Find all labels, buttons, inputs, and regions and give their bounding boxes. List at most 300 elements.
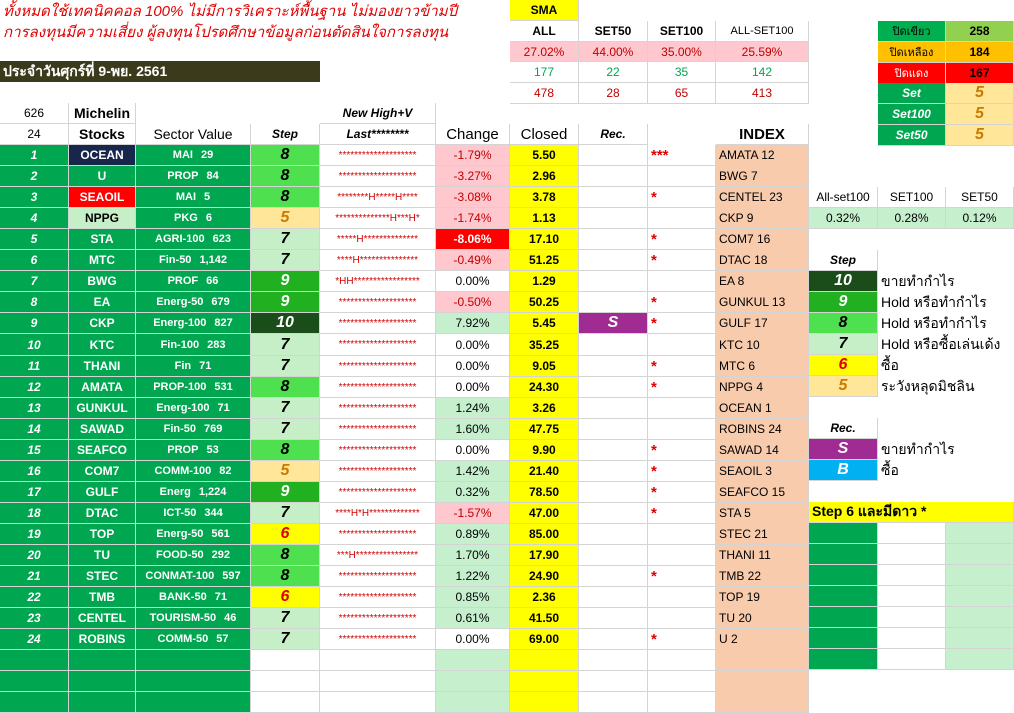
star-marker: *	[648, 313, 716, 334]
index-item: GULF 17	[716, 313, 809, 334]
sector-value	[136, 145, 251, 166]
sector-name: Energ-100	[156, 402, 210, 414]
star-marker	[648, 419, 716, 440]
change-value: 0.00%	[436, 334, 510, 356]
step-value: 7	[251, 503, 320, 524]
change-value: 0.00%	[436, 440, 510, 461]
star-marker: *	[648, 250, 716, 271]
header-change: Change	[436, 124, 510, 145]
change-value: 1.60%	[436, 419, 510, 440]
set-step-value: 5	[946, 125, 1014, 146]
change-value: -8.06%	[436, 229, 510, 250]
set-step-label: Set100	[878, 104, 946, 125]
empty-cell	[716, 671, 809, 692]
empty-cell	[716, 692, 809, 713]
sector-name: Energ	[159, 486, 191, 498]
closed-price: 9.05	[510, 356, 579, 377]
index-item: AMATA 12	[716, 145, 809, 166]
star-marker	[648, 608, 716, 629]
stock-symbol[interactable]: COM7	[69, 461, 136, 482]
close-stat-value: 258	[946, 21, 1014, 42]
rec-value	[579, 608, 648, 629]
change-value: -1.74%	[436, 208, 510, 229]
sector-value	[136, 271, 251, 292]
step-value: 8	[251, 377, 320, 398]
empty-cell	[579, 671, 648, 692]
sector-value	[136, 524, 251, 545]
empty-cell	[69, 692, 136, 713]
step-legend-value: 9	[809, 292, 878, 313]
last-pattern: ********************	[320, 334, 436, 356]
stock-symbol[interactable]: TMB	[69, 587, 136, 608]
last-pattern: ********************	[320, 524, 436, 545]
header-step: Step	[251, 124, 320, 145]
rec-legend-code: S	[809, 439, 878, 460]
step-value: 8	[251, 545, 320, 566]
sector-name: PKG	[174, 212, 198, 224]
empty-cell	[320, 692, 436, 713]
set-change-header: All-set100	[809, 187, 878, 208]
empty-cell	[510, 692, 579, 713]
change-value: 0.00%	[436, 629, 510, 650]
closed-price: 9.90	[510, 440, 579, 461]
sector-value	[136, 377, 251, 398]
sector-value	[136, 334, 251, 356]
stock-symbol[interactable]: DTAC	[69, 503, 136, 524]
last-pattern: **************H***H*	[320, 208, 436, 229]
row-number: 16	[0, 461, 69, 482]
index-item: TMB 22	[716, 566, 809, 587]
stock-symbol[interactable]: THANI	[69, 356, 136, 377]
empty-cell	[136, 671, 251, 692]
legend-fill-cell	[946, 628, 1014, 649]
step6-note: Step 6 และมีดาว *	[809, 502, 1014, 523]
row-number: 20	[0, 545, 69, 566]
change-value: -0.50%	[436, 292, 510, 313]
change-value: 0.32%	[436, 482, 510, 503]
legend-fill-cell	[878, 523, 946, 544]
change-value: -0.49%	[436, 250, 510, 271]
stock-symbol[interactable]: TU	[69, 545, 136, 566]
step-legend-text: Hold หรือทำกำไร	[881, 314, 987, 331]
change-value: 0.00%	[436, 377, 510, 398]
row-number: 11	[0, 356, 69, 377]
legend-fill-cell	[946, 565, 1014, 586]
closed-price: 2.96	[510, 166, 579, 187]
value-amount: 71	[199, 360, 212, 372]
sector-name: PROP	[167, 170, 199, 182]
legend-fill-cell	[878, 544, 946, 565]
index-item: TOP 19	[716, 587, 809, 608]
sma-down: 413	[716, 83, 809, 104]
sector-name: PROF	[167, 275, 199, 287]
sma-col-header: SET100	[648, 21, 716, 42]
sma-pct: 44.00%	[579, 42, 648, 62]
legend-fill-cell	[878, 565, 946, 586]
index-item: MTC 6	[716, 356, 809, 377]
last-pattern: ********************	[320, 398, 436, 419]
stock-symbol[interactable]: EA	[69, 292, 136, 313]
step-value: 10	[251, 313, 320, 334]
stock-symbol[interactable]: OCEAN	[69, 145, 136, 166]
row-number: 9	[0, 313, 69, 334]
value-amount: 71	[217, 402, 230, 414]
legend-fill-cell	[809, 523, 878, 544]
star-marker	[648, 166, 716, 187]
stock-symbol[interactable]: STEC	[69, 566, 136, 587]
empty-cell	[136, 692, 251, 713]
header-closed: Closed	[510, 124, 579, 145]
row-number: 24	[0, 629, 69, 650]
closed-price: 17.10	[510, 229, 579, 250]
stock-symbol[interactable]: SEAOIL	[69, 187, 136, 208]
sector-value	[136, 398, 251, 419]
last-pattern: ********************	[320, 629, 436, 650]
sma-col-header: SET50	[579, 21, 648, 42]
rec-value	[579, 377, 648, 398]
step-value: 6	[251, 587, 320, 608]
disclaimer-line-1: ทั้งหมดใช้เทคนิคคอล 100% ไม่มีการวิเคราะห์พื้นฐาน ไม่มองยาวข้ามปี	[3, 2, 458, 20]
rec-value: S	[579, 313, 648, 334]
empty-cell	[510, 671, 579, 692]
sma-col-header: ALL	[510, 21, 579, 42]
sector-value	[136, 166, 251, 187]
index-item: KTC 10	[716, 334, 809, 356]
closed-price: 24.30	[510, 377, 579, 398]
row-number: 19	[0, 524, 69, 545]
value-amount: 292	[211, 549, 231, 561]
sector-value	[136, 461, 251, 482]
legend-fill-cell	[946, 607, 1014, 628]
sector-name: Fin-50	[159, 254, 192, 266]
stock-symbol[interactable]: NPPG	[69, 208, 136, 229]
index-item: STA 5	[716, 503, 809, 524]
change-value: 1.24%	[436, 398, 510, 419]
row-number: 7	[0, 271, 69, 292]
sector-name: Fin-100	[160, 338, 200, 351]
value-amount: 769	[204, 423, 223, 435]
sector-name: MAI	[172, 149, 193, 161]
step-legend-value: 7	[809, 334, 878, 355]
change-value: 0.89%	[436, 524, 510, 545]
index-item: THANI 11	[716, 545, 809, 566]
legend-fill-cell	[878, 586, 946, 607]
sector-name: PROP-100	[153, 381, 207, 393]
value-amount: 561	[211, 528, 230, 540]
star-marker	[648, 208, 716, 229]
legend-fill-cell	[809, 565, 878, 586]
change-value: -1.57%	[436, 503, 510, 524]
sma-down: 65	[648, 83, 716, 104]
empty-cell	[648, 692, 716, 713]
rec-value	[579, 292, 648, 313]
index-item: SEAFCO 15	[716, 482, 809, 503]
change-value: 0.00%	[436, 356, 510, 377]
step-value: 9	[251, 271, 320, 292]
stock-symbol[interactable]: AMATA	[69, 377, 136, 398]
rec-value	[579, 503, 648, 524]
change-value: 0.00%	[436, 271, 510, 292]
row-number: 2	[0, 166, 69, 187]
value-amount: 84	[206, 170, 219, 182]
step-value: 9	[251, 482, 320, 503]
stock-symbol[interactable]: STA	[69, 229, 136, 250]
change-value: 0.85%	[436, 587, 510, 608]
step-value: 6	[251, 524, 320, 545]
index-item: DTAC 18	[716, 250, 809, 271]
row-number: 12	[0, 377, 69, 398]
header-last: Last********	[320, 124, 436, 145]
star-marker	[648, 271, 716, 292]
step-value: 5	[251, 461, 320, 482]
sector-value	[136, 250, 251, 271]
value-amount: 623	[212, 233, 231, 245]
empty-cell	[648, 671, 716, 692]
sma-pct: 35.00%	[648, 42, 716, 62]
last-pattern: *****H**************	[320, 229, 436, 250]
value-amount: 6	[205, 212, 212, 224]
stock-symbol[interactable]: BWG	[69, 271, 136, 292]
legend-fill-cell	[946, 586, 1014, 607]
legend-fill-cell	[809, 649, 878, 670]
empty-cell	[579, 692, 648, 713]
header-rec: Rec.	[579, 124, 648, 145]
index-item: CKP 9	[716, 208, 809, 229]
rec-value	[579, 166, 648, 187]
legend-fill-cell	[946, 544, 1014, 565]
step-value: 7	[251, 419, 320, 440]
last-pattern: ********************	[320, 166, 436, 187]
stock-symbol[interactable]: CKP	[69, 313, 136, 334]
step-legend-value: 8	[809, 313, 878, 334]
index-item: SEAOIL 3	[716, 461, 809, 482]
step-value: 7	[251, 229, 320, 250]
step-legend-text: Hold หรือซื้อเล่นเด้ง	[881, 335, 1001, 352]
row-number: 18	[0, 503, 69, 524]
star-marker	[648, 334, 716, 356]
rec-legend-title: Rec.	[809, 418, 878, 439]
rec-legend-code: B	[809, 460, 878, 481]
stock-symbol[interactable]: GUNKUL	[69, 398, 136, 419]
last-pattern: *HH*****************	[320, 271, 436, 292]
index-item: COM7 16	[716, 229, 809, 250]
star-marker: *	[648, 377, 716, 398]
empty-cell	[579, 650, 648, 671]
star-marker	[648, 398, 716, 419]
row-number: 6	[0, 250, 69, 271]
sma-up: 142	[716, 62, 809, 83]
empty-cell	[436, 692, 510, 713]
step-value: 7	[251, 608, 320, 629]
value-amount: 827	[214, 317, 233, 329]
index-item: BWG 7	[716, 166, 809, 187]
closed-price: 5.45	[510, 313, 579, 334]
empty-cell	[320, 671, 436, 692]
sector-name: Energ-100	[153, 317, 207, 329]
sector-name: TOURISM-50	[149, 612, 217, 624]
stock-symbol[interactable]: U	[69, 166, 136, 187]
rec-value	[579, 334, 648, 356]
last-pattern: ********************	[320, 356, 436, 377]
legend-fill-cell	[878, 649, 946, 670]
set-change-value: 0.12%	[946, 208, 1014, 229]
empty-cell	[251, 671, 320, 692]
header-sector-value: Sector Value	[136, 124, 251, 145]
stock-symbol[interactable]: KTC	[69, 334, 136, 356]
change-value: 1.22%	[436, 566, 510, 587]
index-item: U 2	[716, 629, 809, 650]
value-amount: 57	[216, 633, 229, 645]
last-pattern: ********************	[320, 292, 436, 313]
step-value: 7	[251, 629, 320, 650]
closed-price: 1.29	[510, 271, 579, 292]
step-legend-text: ซื้อ	[881, 356, 899, 373]
stock-symbol[interactable]: MTC	[69, 250, 136, 271]
legend-fill-cell	[946, 523, 1014, 544]
sector-value	[136, 503, 251, 524]
sector-value	[136, 208, 251, 229]
change-value: 1.70%	[436, 545, 510, 566]
empty-cell	[0, 650, 69, 671]
legend-fill-cell	[946, 649, 1014, 670]
sma-down: 28	[579, 83, 648, 104]
stock-symbol[interactable]: ROBINS	[69, 629, 136, 650]
change-value: -1.79%	[436, 145, 510, 166]
rec-value	[579, 461, 648, 482]
sector-value	[136, 313, 251, 334]
empty-cell	[436, 650, 510, 671]
value-amount: 29	[200, 149, 214, 161]
sector-name: FOOD-50	[155, 549, 204, 561]
star-marker: *	[648, 440, 716, 461]
empty-cell	[0, 692, 69, 713]
row-number: 15	[0, 440, 69, 461]
step-legend-text: ขายทำกำไร	[881, 272, 955, 289]
last-pattern: ********************	[320, 461, 436, 482]
sector-name: AGRI-100	[155, 233, 205, 245]
value-amount: 679	[211, 296, 230, 308]
close-stat-value: 184	[946, 42, 1014, 63]
rec-value	[579, 419, 648, 440]
star-marker: *	[648, 187, 716, 208]
last-pattern: ********************	[320, 313, 436, 334]
step-value: 7	[251, 356, 320, 377]
legend-fill-cell	[809, 586, 878, 607]
row-number: 1	[0, 145, 69, 166]
closed-price: 21.40	[510, 461, 579, 482]
close-stat-label: ปิดแดง	[878, 63, 946, 84]
sma-up: 177	[510, 62, 579, 83]
sector-name: MAI	[175, 191, 197, 203]
closed-price: 3.78	[510, 187, 579, 208]
set-change-value: 0.28%	[878, 208, 946, 229]
count-stocks: 24	[0, 124, 69, 145]
sector-name: ICT-50	[163, 507, 197, 519]
value-amount: 46	[224, 612, 237, 624]
value-amount: 531	[214, 381, 233, 393]
closed-price: 2.36	[510, 587, 579, 608]
step-value: 8	[251, 566, 320, 587]
set-step-label: Set50	[878, 125, 946, 146]
sector-value	[136, 545, 251, 566]
last-pattern: ********************	[320, 419, 436, 440]
rec-value	[579, 566, 648, 587]
rec-value	[579, 208, 648, 229]
row-number: 5	[0, 229, 69, 250]
closed-price: 47.00	[510, 503, 579, 524]
stock-symbol[interactable]: SAWAD	[69, 419, 136, 440]
closed-price: 5.50	[510, 145, 579, 166]
row-number: 22	[0, 587, 69, 608]
row-number: 17	[0, 482, 69, 503]
legend-fill-cell	[809, 628, 878, 649]
change-value: 0.61%	[436, 608, 510, 629]
last-pattern: ***H****************	[320, 545, 436, 566]
step-value: 8	[251, 166, 320, 187]
closed-price: 78.50	[510, 482, 579, 503]
close-stat-label: ปิดเขียว	[878, 21, 946, 42]
header-new-high: New High+V	[320, 103, 436, 124]
index-item: ROBINS 24	[716, 419, 809, 440]
rec-value	[579, 398, 648, 419]
rec-value	[579, 356, 648, 377]
step-value: 9	[251, 292, 320, 313]
closed-price: 47.75	[510, 419, 579, 440]
close-stat-value: 167	[946, 63, 1014, 84]
step-legend-text: Hold หรือทำกำไร	[881, 293, 987, 310]
legend-fill-cell	[809, 607, 878, 628]
rec-value	[579, 482, 648, 503]
last-pattern: ********************	[320, 587, 436, 608]
rec-value	[579, 271, 648, 292]
set-change-header: SET50	[946, 187, 1014, 208]
step-value: 7	[251, 250, 320, 271]
sector-name: Energ-50	[156, 528, 204, 540]
rec-value	[579, 145, 648, 166]
date-label: ประจำวันศุกร์ที่ 9-พย. 2561	[0, 61, 320, 82]
value-amount: 597	[222, 570, 241, 582]
sector-value	[136, 629, 251, 650]
index-item: OCEAN 1	[716, 398, 809, 419]
star-marker: ***	[648, 145, 716, 166]
sma-up: 22	[579, 62, 648, 83]
sma-down: 478	[510, 83, 579, 104]
last-pattern: ********************	[320, 482, 436, 503]
star-marker: *	[648, 229, 716, 250]
close-stat-label: ปิดเหลือง	[878, 42, 946, 63]
empty-cell	[0, 671, 69, 692]
rec-legend-text: ซื้อ	[881, 461, 899, 478]
last-pattern: ****H***************	[320, 250, 436, 271]
empty-cell	[69, 671, 136, 692]
stock-symbol[interactable]: CENTEL	[69, 608, 136, 629]
stock-symbol[interactable]: TOP	[69, 524, 136, 545]
last-pattern: ****H*H*************	[320, 503, 436, 524]
value-amount: 1,142	[199, 254, 227, 266]
value-amount: 1,224	[198, 486, 227, 498]
sma-pct: 27.02%	[510, 42, 579, 62]
rec-value	[579, 587, 648, 608]
closed-price: 17.90	[510, 545, 579, 566]
sector-value	[136, 440, 251, 461]
stock-symbol[interactable]: SEAFCO	[69, 440, 136, 461]
rec-value	[579, 250, 648, 271]
rec-value	[579, 545, 648, 566]
stock-symbol[interactable]: GULF	[69, 482, 136, 503]
star-marker: *	[648, 482, 716, 503]
star-marker: *	[648, 566, 716, 587]
set-change-value: 0.32%	[809, 208, 878, 229]
